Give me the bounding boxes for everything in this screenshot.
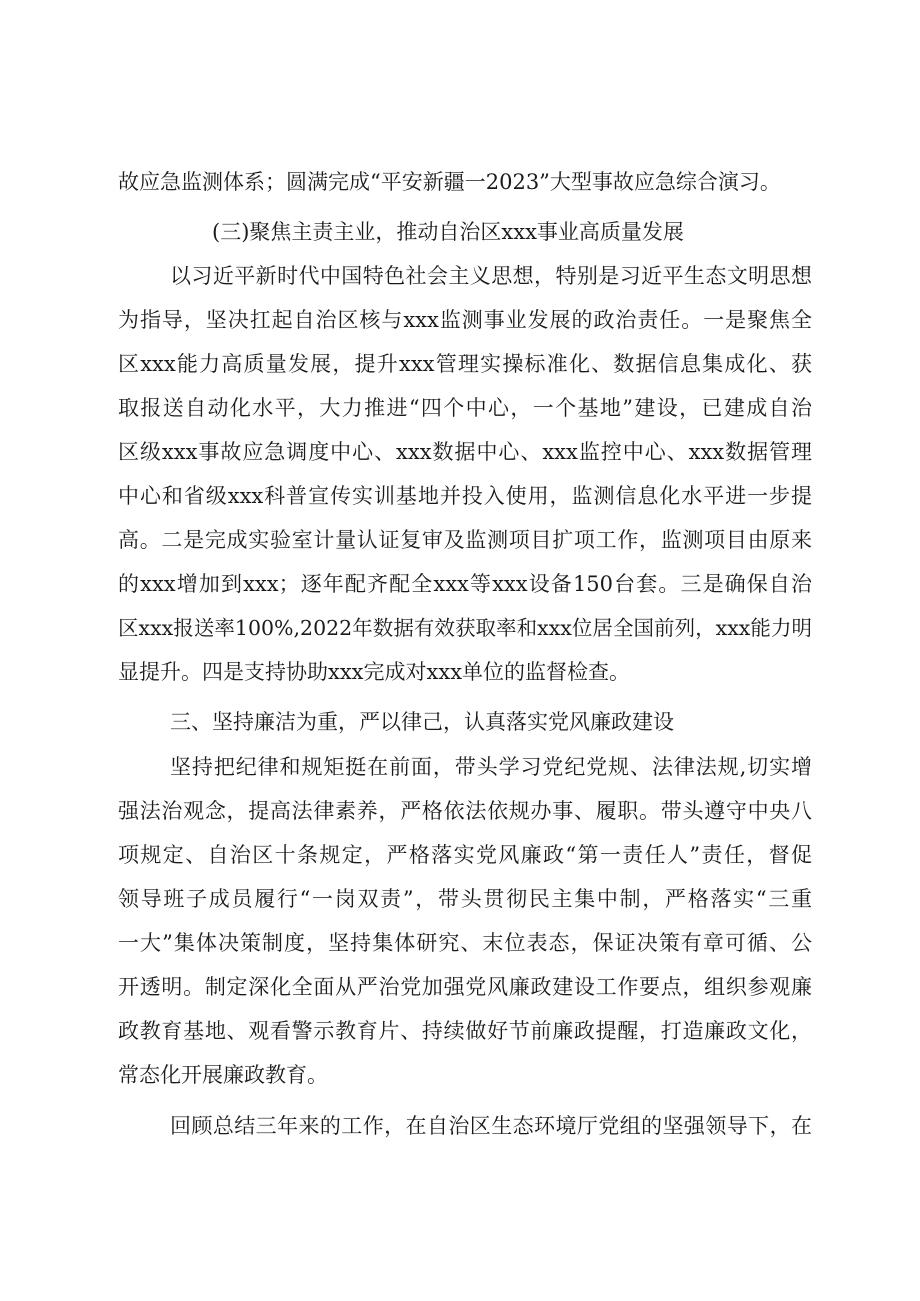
paragraph-line: 区级xxx事故应急调度中心、xxx数据中心、xxx监控中心、xxx数据管理: [118, 440, 812, 464]
paragraph-line: 项规定、自治区十条规定，严格落实党风廉政“第一责任人”责任，督促: [118, 843, 812, 867]
paragraph-line: 常态化开展廉政教育。: [118, 1063, 328, 1087]
paragraph-line: 高。二是完成实验室计量认证复审及监测项目扩项工作，监测项目由原来: [118, 528, 812, 552]
paragraph-line: 区xxx报送率100%,2022年数据有效获取率和xxx位居全国前列，xxx能力明: [118, 616, 812, 640]
paragraph-line: 故应急监测体系；圆满完成“平安新疆一2023”大型事故应急综合演习。: [118, 170, 781, 194]
paragraph-line: 取报送自动化水平，大力推进“四个中心，一个基地”建设，已建成自治: [118, 396, 812, 420]
paragraph-line: 坚持把纪律和规矩挺在前面，带头学习党纪党规、法律法规,切实增: [170, 755, 812, 779]
paragraph-line: 区xxx能力高质量发展，提升xxx管理实操标准化、数据信息集成化、获: [118, 352, 812, 376]
paragraph-line: 一大”集体决策制度，坚持集体研究、末位表态，保证决策有章可循、公: [118, 931, 812, 955]
paragraph-line: 领导班子成员履行“一岗双责”，带头贯彻民主集中制，严格落实“三重: [118, 887, 812, 911]
paragraph-line: 以习近平新时代中国特色社会主义思想，特别是习近平生态文明思想: [170, 264, 812, 288]
paragraph-line: 显提升。四是支持协助xxx完成对xxx单位的监督检查。: [118, 660, 631, 684]
paragraph-line: 政教育基地、观看警示教育片、持续做好节前廉政提醒，打造廉政文化，: [118, 1019, 812, 1043]
paragraph-line: 的xxx增加到xxx；逐年配齐配全xxx等xxx设备150台套。三是确保自治: [118, 572, 812, 596]
paragraph-line: 中心和省级xxx科普宣传实训基地并投入使用，监测信息化水平进一步提: [118, 484, 812, 508]
paragraph-line: 强法治观念，提高法律素养，严格依法依规办事、履职。带头遵守中央八: [118, 799, 812, 823]
paragraph-line: 开透明。制定深化全面从严治党加强党风廉政建设工作要点，组织参观廉: [118, 975, 812, 999]
paragraph-line: 为指导，坚决扛起自治区核与xxx监测事业发展的政治责任。一是聚焦全: [118, 308, 812, 332]
section-heading: 三、坚持廉洁为重，严以律己，认真落实党风廉政建设: [170, 710, 674, 734]
paragraph-line: 回顾总结三年来的工作，在自治区生态环境厅党组的坚强领导下，在: [170, 1114, 812, 1138]
section-subheading: (三)聚焦主责主业，推动自治区xxx事业高质量发展: [212, 220, 684, 244]
